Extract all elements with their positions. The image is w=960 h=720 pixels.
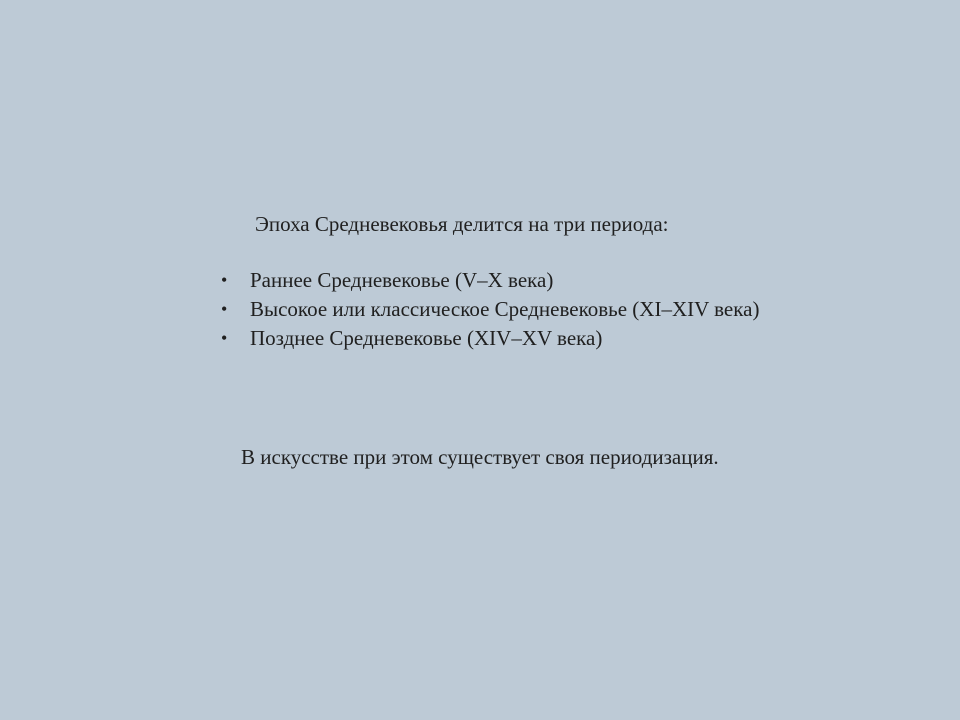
bullet-icon: •: [221, 328, 228, 348]
period-item-high: [215, 295, 759, 324]
period-text: Раннее Средневековье (V–X века): [250, 268, 554, 292]
note-text: В искусстве при этом существует своя периодизация.: [241, 445, 719, 469]
bullet-icon: •: [221, 299, 228, 319]
intro-text: Эпоха Средневековья делится на три периода:: [255, 212, 669, 236]
period-text: Позднее Средневековье (XIV–XV века): [250, 326, 603, 350]
period-text: Высокое или классическое Средневековье (XI–XIV века): [250, 297, 760, 321]
period-item-early: [215, 266, 759, 295]
periods-list: [215, 266, 759, 353]
bullet-icon: •: [221, 270, 228, 290]
period-item-late: [215, 324, 759, 353]
